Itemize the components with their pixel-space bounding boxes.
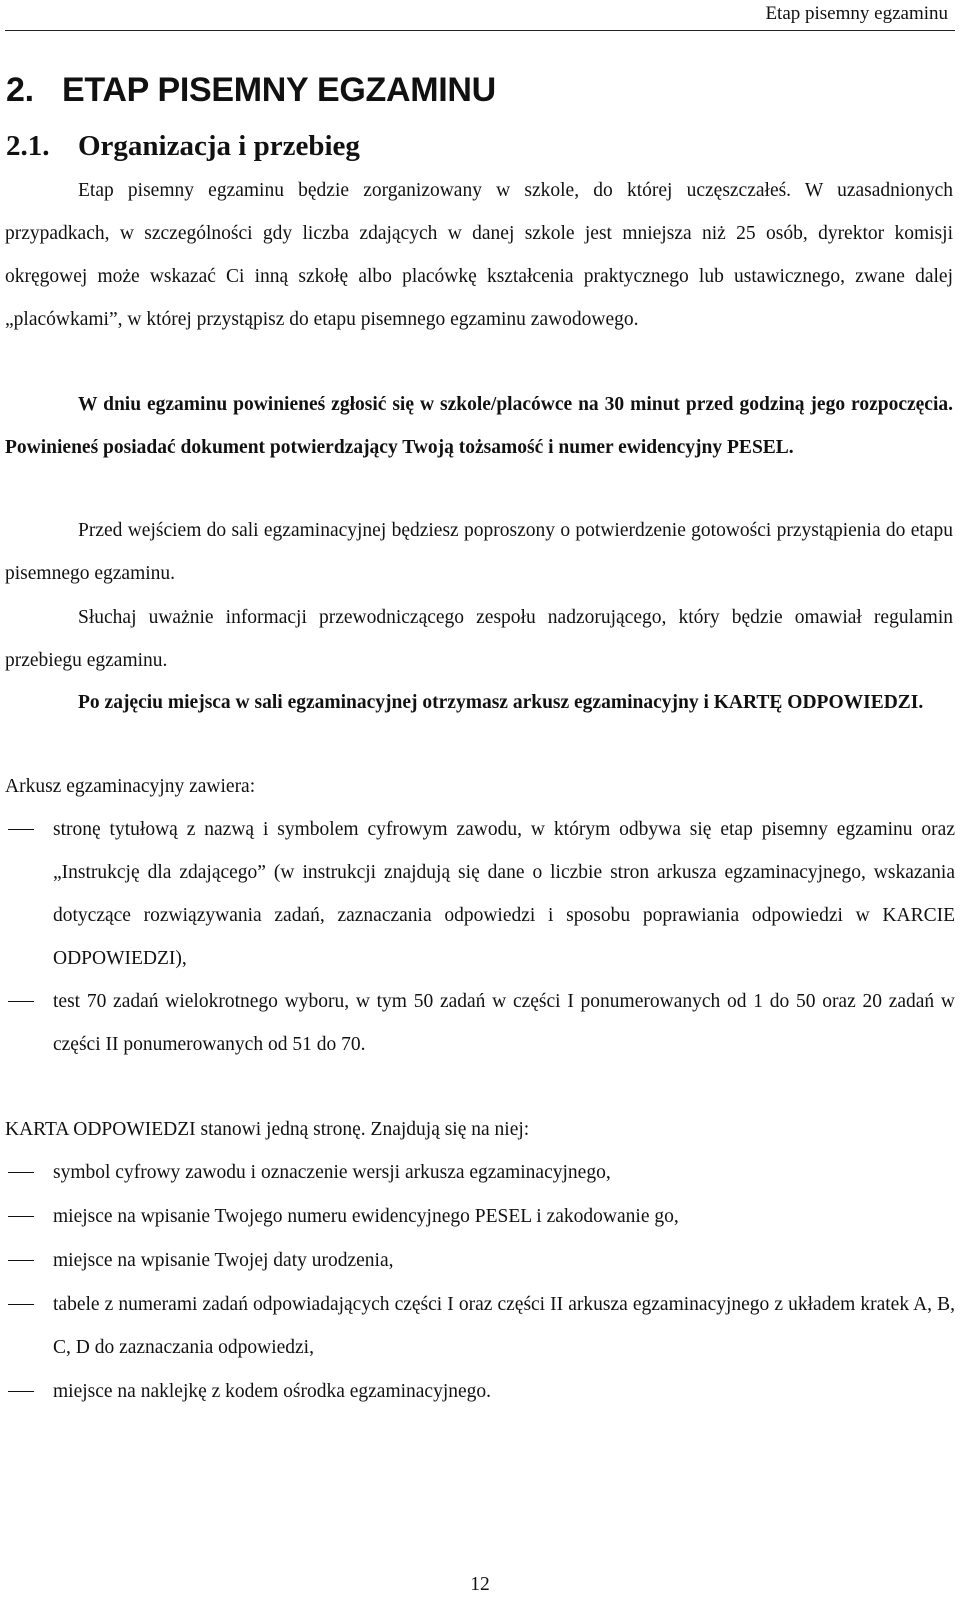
list-item-text: stronę tytułową z nazwą i symbolem cyfrowym zawodu, w którym odbywa się etap pisemny egzaminu oraz „Instrukcję dla zdającego” (w instrukcji znajdują się dane o liczbie stron arkusza egzaminacyjnego, wskazania dotyczące rozwiązywania zadań, zaznaczania odpowiedzi i sposobu poprawiania odpowiedzi w KARCIE ODPOWIEDZI), bbox=[53, 819, 955, 969]
list-item bbox=[5, 1195, 955, 1238]
dash-bullet bbox=[8, 1001, 34, 1002]
list-item bbox=[5, 1283, 955, 1369]
paragraph-listen-instructions: Słuchaj uważnie informacji przewodniczącego zespołu nadzorującego, który będzie omawiał regulamin przebiegu egzaminu. bbox=[5, 607, 953, 671]
section-heading bbox=[6, 70, 496, 110]
running-header: Etap pisemny egzaminu bbox=[765, 3, 948, 24]
subsection-number: 2.1. bbox=[6, 130, 50, 162]
paragraph-readiness-confirmation: Przed wejściem do sali egzaminacyjnej będziesz poproszony o potwierdzenie gotowości przystąpienia do etapu pisemnego egzaminu. bbox=[5, 520, 953, 584]
list-item-text: miejsce na wpisanie Twojej daty urodzenia, bbox=[53, 1250, 394, 1271]
section-number: 2. bbox=[6, 71, 34, 109]
header-divider bbox=[5, 30, 955, 31]
karta-intro: KARTA ODPOWIEDZI stanowi jedną stronę. Znajdują się na niej: bbox=[5, 1119, 530, 1140]
dash-bullet bbox=[8, 1304, 34, 1305]
list-item-text: miejsce na wpisanie Twojego numeru ewidencyjnego PESEL i zakodowanie go, bbox=[53, 1206, 679, 1227]
dash-bullet bbox=[8, 1260, 34, 1261]
section-title: ETAP PISEMNY EGZAMINU bbox=[62, 71, 496, 109]
arkusz-intro: Arkusz egzaminacyjny zawiera: bbox=[5, 776, 256, 797]
paragraph-arrival-instructions: W dniu egzaminu powinieneś zgłosić się w szkole/placówce na 30 minut przed godziną jego rozpoczęcia. Powinieneś posiadać dokument potwierdzający Twoją tożsamość i numer ewidencyjny PESEL. bbox=[5, 394, 953, 458]
page-number: 12 bbox=[470, 1574, 490, 1595]
list-item-text: symbol cyfrowy zawodu i oznaczenie wersji arkusza egzaminacyjnego, bbox=[53, 1162, 611, 1183]
dash-bullet bbox=[8, 1172, 34, 1173]
list-item bbox=[5, 980, 955, 1066]
list-item-text: tabele z numerami zadań odpowiadających części I oraz części II arkusza egzaminacyjnego z układem kratek A, B, C, D do zaznaczania odpowiedzi, bbox=[53, 1294, 955, 1358]
arkusz-contents-list bbox=[5, 808, 955, 1066]
dash-bullet bbox=[8, 1216, 34, 1217]
list-item-text: miejsce na naklejkę z kodem ośrodka egzaminacyjnego. bbox=[53, 1381, 492, 1402]
paragraph-receive-materials: Po zajęciu miejsca w sali egzaminacyjnej otrzymasz arkusz egzaminacyjny i KARTĘ ODPOWIEDZI. bbox=[78, 692, 924, 713]
subsection-title: Organizacja i przebieg bbox=[78, 130, 360, 162]
list-item bbox=[5, 1151, 955, 1194]
list-item bbox=[5, 1370, 955, 1413]
subsection-heading bbox=[6, 128, 360, 164]
karta-contents-list bbox=[5, 1151, 955, 1414]
dash-bullet bbox=[8, 1391, 34, 1392]
dash-bullet bbox=[8, 829, 34, 830]
list-item-text: test 70 zadań wielokrotnego wyboru, w tym 50 zadań w części I ponumerowanych od 1 do 50 oraz 20 zadań w części II ponumerowanych od 51 do 70. bbox=[53, 991, 955, 1055]
paragraph-organization: Etap pisemny egzaminu będzie zorganizowany w szkole, do której uczęszczałeś. W uzasadnionych przypadkach, w szczególności gdy liczba zdających w danej szkole jest mniejsza niż 25 osób, dyrektor komisji okręgowej może wskazać Ci inną szkołę albo placówkę kształcenia praktycznego lub ustawicznego, zwane dalej „placówkami”, w której przystąpisz do etapu pisemnego egzaminu zawodowego. bbox=[5, 180, 953, 330]
list-item bbox=[5, 808, 955, 980]
list-item bbox=[5, 1239, 955, 1282]
